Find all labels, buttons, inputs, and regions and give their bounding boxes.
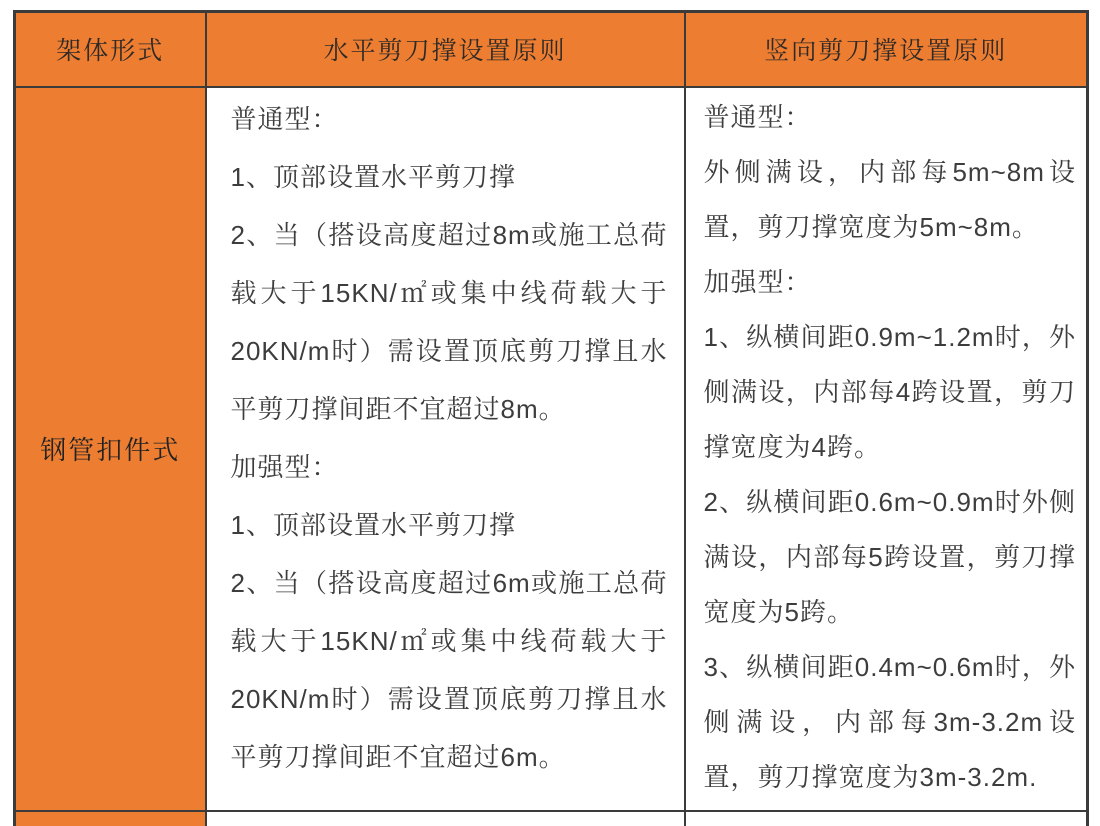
frame-type-cell: 钢管扣件式 — [15, 87, 206, 811]
vertical-rule-paragraph: 2、纵横间距0.6m~0.9m时外侧满设，内部每5跨设置，剪刀撑宽度为5跨。 — [703, 486, 1076, 627]
horizontal-rule-paragraph: 1、顶部设置水平剪刀撑 — [230, 509, 516, 540]
table-row-partial — [15, 811, 1088, 826]
header-cell-frame-type: 架体形式 — [15, 12, 206, 87]
horizontal-rule-paragraph: 2、当（搭设高度超过6m或施工总荷载大于15KN/㎡或集中线荷载大于20KN/m时）需设置顶底剪刀撑且水平剪刀撑间距不宜超过6m。 — [230, 567, 668, 772]
header-cell-horizontal-rules: 水平剪刀撑设置原则 — [206, 12, 685, 87]
vertical-rules-cell — [685, 87, 1088, 811]
horizontal-rule-paragraph: 1、顶部设置水平剪刀撑 — [230, 161, 516, 192]
vertical-rules-cell-partial — [685, 811, 1088, 826]
table-row-steel-pipe-coupler — [15, 87, 1088, 811]
scaffold-bracing-spec-table — [13, 10, 1089, 826]
horizontal-rule-paragraph: 2、当（搭设高度超过8m或施工总荷载大于15KN/㎡或集中线荷载大于20KN/m时）需设置顶底剪刀撑且水平剪刀撑间距不宜超过8m。 — [230, 219, 668, 424]
header-cell-vertical-rules: 竖向剪刀撑设置原则 — [685, 12, 1088, 87]
horizontal-rule-paragraph: 普通型： — [230, 103, 339, 134]
vertical-rule-paragraph: 外侧满设，内部每5m~8m设置，剪刀撑宽度为5m~8m。 — [703, 156, 1076, 242]
vertical-rule-paragraph: 1、纵横间距0.9m~1.2m时，外侧满设，内部每4跨设置，剪刀撑宽度为4跨。 — [703, 321, 1076, 462]
vertical-rule-paragraph: 3、纵横间距0.4m~0.6m时，外侧满设，内部每3m-3.2m设置，剪刀撑宽度为3m-3.2m. — [703, 651, 1076, 792]
horizontal-rule-paragraph: 加强型： — [230, 451, 339, 482]
vertical-rule-paragraph: 加强型： — [703, 266, 812, 297]
vertical-rule-paragraph: 普通型： — [703, 101, 812, 132]
horizontal-rules-cell — [206, 87, 685, 811]
horizontal-rules-cell-partial — [206, 811, 685, 826]
table-header-row — [15, 12, 1088, 87]
frame-type-cell-partial — [15, 811, 206, 826]
